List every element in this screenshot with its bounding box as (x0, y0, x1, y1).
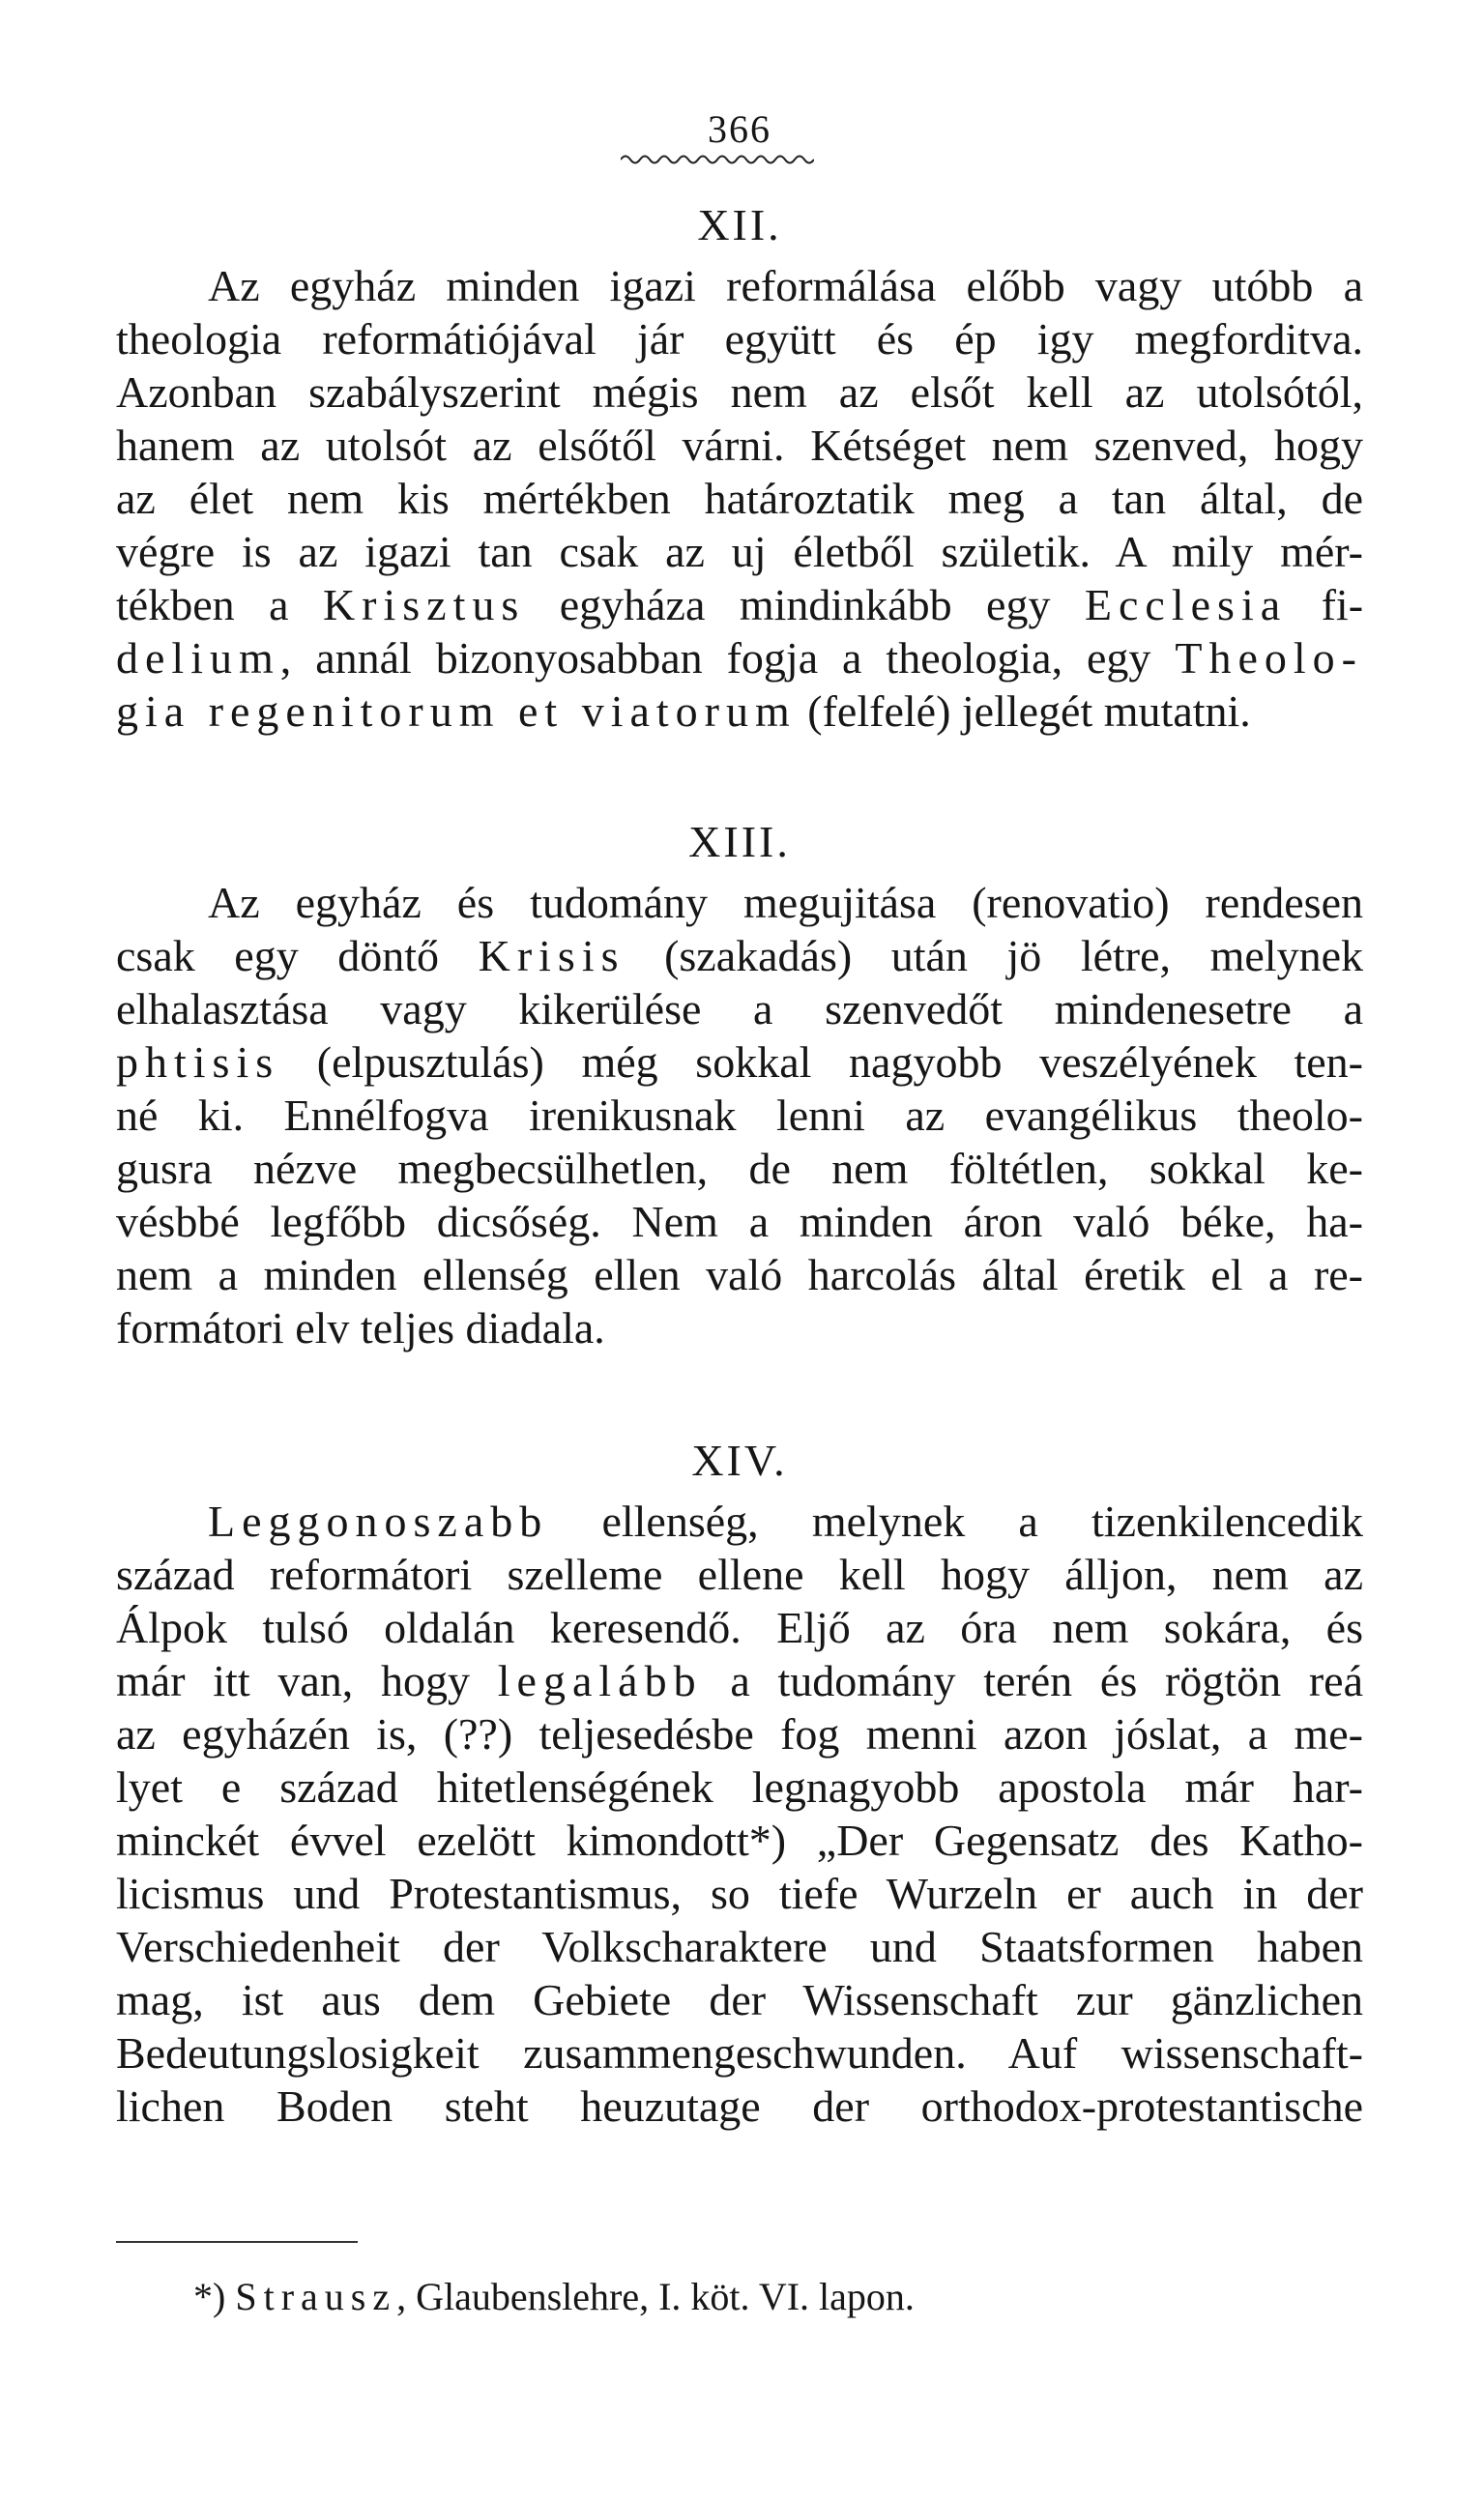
text-line: az egyházén is, (??) teljesedésbe fog menni azon jóslat, a me- (116, 1709, 1363, 1759)
text-line: minckét évvel ezelött kimondott*) „Der Gegensatz des Katho- (116, 1816, 1363, 1865)
text-line: hanem az utolsót az elsőtől várni. Kétséget nem szenved, hogy (116, 421, 1363, 470)
footnote-text: , Glaubenslehre, I. köt. VI. lapon. (396, 2275, 915, 2318)
text-span: (szakadás) után jö létre, melynek (625, 931, 1363, 980)
text-line: Álpok tulsó oldalán keresendő. Eljő az óra nem sokára, és (116, 1603, 1363, 1652)
text-span: csak egy döntő (116, 931, 479, 980)
text-line: Azonban szabályszerint mégis nem az elsőt kell az utolsótól, (116, 367, 1363, 417)
wavy-ornament (621, 153, 814, 166)
text-line (116, 1495, 1363, 1548)
section-heading-xii: XII. (697, 200, 782, 249)
footnote-author: Strausz (235, 2275, 397, 2318)
text-line: Az egyház minden igazi reformálása előbb vagy utóbb a (208, 261, 1363, 310)
text-line (116, 684, 1363, 738)
emphasized-word: Krisis (478, 931, 626, 980)
emphasized-word: Leggonoszabb (208, 1497, 549, 1546)
section-heading-xiii: XIII. (688, 817, 791, 866)
text-span: ellenség, melynek a tizenkilencedik (548, 1497, 1363, 1546)
footnote-marker: *) (193, 2275, 236, 2318)
text-line (116, 578, 1363, 631)
section-heading-xiv: XIV. (691, 1436, 788, 1485)
text-span: a tudomány terén és rögtön reá (702, 1656, 1363, 1705)
emphasized-word: phtisis (116, 1037, 280, 1087)
text-line: elhalasztása vagy kikerülése a szenvedőt mindenesetre a (116, 984, 1363, 1033)
text-line: gusra nézve megbecsülhetlen, de nem föltétlen, sokkal ke- (116, 1144, 1363, 1193)
text-line: formátori elv teljes diadala. (116, 1303, 605, 1353)
text-span: egyháza mindinkább egy (525, 580, 1085, 629)
text-line (116, 631, 1363, 684)
text-line: lichen Boden steht heuzutage der orthodox-protestantische (116, 2081, 1363, 2131)
text-line: lyet e század hitetlenségének legnagyobb apostola már har- (116, 1762, 1363, 1812)
text-line: az élet nem kis mértékben határoztatik meg a tan által, de (116, 474, 1363, 523)
page-number: 366 (708, 107, 771, 151)
text-span: (elpusztulás) még sokkal nagyobb veszélyének ten- (279, 1037, 1363, 1087)
section-xiii-text (116, 876, 1363, 1354)
text-line: nem a minden ellenség ellen való harcolás által éretik el a re- (116, 1250, 1363, 1299)
text-line: theologia reformátiójával jár együtt és ép igy megforditva. (116, 314, 1363, 364)
text-line: Az egyház és tudomány megujitása (renovatio) rendesen (208, 878, 1363, 927)
text-line: né ki. Ennélfogva irenikusnak lenni az evangélikus theolo- (116, 1091, 1363, 1140)
document-page (116, 0, 1363, 2502)
emphasized-word: gia regenitorum et viatorum (116, 686, 797, 736)
text-line: vésbbé legfőbb dicsőség. Nem a minden áron való béke, ha- (116, 1197, 1363, 1246)
text-span: már itt van, hogy (116, 1656, 498, 1705)
section-xiv-text (116, 1495, 1363, 2133)
emphasized-word: legalább (497, 1656, 703, 1705)
footnote (193, 2272, 915, 2322)
text-span: fi- (1287, 580, 1364, 629)
emphasized-word: Ecclesia (1084, 580, 1288, 629)
text-span: tékben a (116, 580, 323, 629)
emphasized-word: delium (116, 633, 280, 683)
text-line (116, 1654, 1363, 1707)
text-line: Verschiedenheit der Volkscharaktere und Staatsformen haben (116, 1922, 1363, 1971)
text-line: század reformátori szelleme ellene kell hogy álljon, nem az (116, 1550, 1363, 1599)
text-line: Bedeutungslosigkeit zusammengeschwunden. Auf wissenschaft- (116, 2028, 1363, 2078)
text-line: végre is az igazi tan csak az uj életből születik. A mily mér- (116, 527, 1363, 576)
footnote-divider (116, 2241, 358, 2243)
text-line (116, 1035, 1363, 1089)
text-line (116, 929, 1363, 982)
text-span: (felfelé) jellegét mutatni. (796, 686, 1251, 736)
text-span: , annál bizonyosabban fogja a theologia, egy (279, 633, 1176, 683)
emphasized-word: Krisztus (322, 580, 526, 629)
section-xii-text (116, 259, 1363, 738)
text-line: mag, ist aus dem Gebiete der Wissenschaft zur gänzlichen (116, 1975, 1363, 2024)
emphasized-word: Theolo- (1175, 633, 1363, 683)
text-line: licismus und Protestantismus, so tiefe Wurzeln er auch in der (116, 1869, 1363, 1918)
